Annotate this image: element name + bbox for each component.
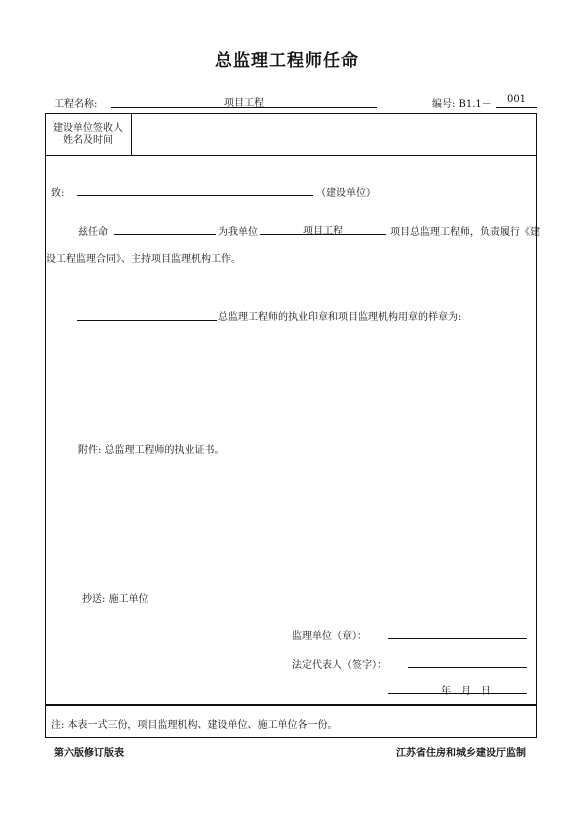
form-number-value: 001 xyxy=(496,94,537,108)
to-recipient-field[interactable] xyxy=(77,183,313,196)
page-title: 总监理工程师任命 xyxy=(215,51,359,71)
form-number-label: 编号: B1.1－ xyxy=(432,99,492,110)
appoint-suffix-2: 设工程监理合同》、主持项目监理机构工作。 xyxy=(46,254,241,265)
footer-edition: 第六版修订版表 xyxy=(54,748,124,759)
appoint-project-field: 项目工程 xyxy=(260,222,386,235)
appoint-prefix: 兹任命 xyxy=(78,227,108,238)
project-name-label: 工程名称: xyxy=(54,99,98,110)
note-row-right xyxy=(536,705,537,738)
receipt-signature-cell[interactable] xyxy=(132,114,536,155)
note-row-top xyxy=(45,705,537,706)
appoint-mid: 为我单位 xyxy=(218,227,258,238)
date-field[interactable]: 年 月 日 xyxy=(388,682,527,694)
appoint-suffix-1: 项目总监理工程师，负责履行《建 xyxy=(390,227,540,238)
seal-text: 总监理工程师的执业印章和项目监理机构用章的样章为: xyxy=(218,312,462,323)
footer-issuer: 江苏省住房和城乡建设厅监制 xyxy=(396,748,526,759)
receipt-label-line1: 建设单位签收人 xyxy=(53,123,123,134)
to-label: 致: xyxy=(51,188,65,199)
note-row-bottom xyxy=(45,737,537,738)
supervisor-unit-label: 监理单位（章）： xyxy=(292,631,367,642)
to-suffix: （建设单位） xyxy=(316,188,376,199)
seal-name-field[interactable] xyxy=(77,308,217,321)
attachment-text: 附件: 总监理工程师的执业证书。 xyxy=(78,445,225,456)
supervisor-unit-field[interactable] xyxy=(388,626,527,639)
note-text: 注: 本表一式三份，项目监理机构、建设单位、施工单位各一份。 xyxy=(51,720,338,731)
note-row-left xyxy=(45,705,46,738)
legal-rep-label: 法定代表人（签字）： xyxy=(292,660,387,671)
receipt-label xyxy=(45,123,131,147)
cc-text: 抄送: 施工单位 xyxy=(82,594,149,605)
receipt-row-divider xyxy=(45,155,537,156)
project-name-value: 项目工程 xyxy=(111,94,377,108)
receipt-label-line2: 姓名及时间 xyxy=(63,135,113,146)
legal-rep-signature-field[interactable] xyxy=(408,655,527,668)
form-frame xyxy=(45,113,537,705)
appointee-name-field[interactable] xyxy=(114,222,216,235)
